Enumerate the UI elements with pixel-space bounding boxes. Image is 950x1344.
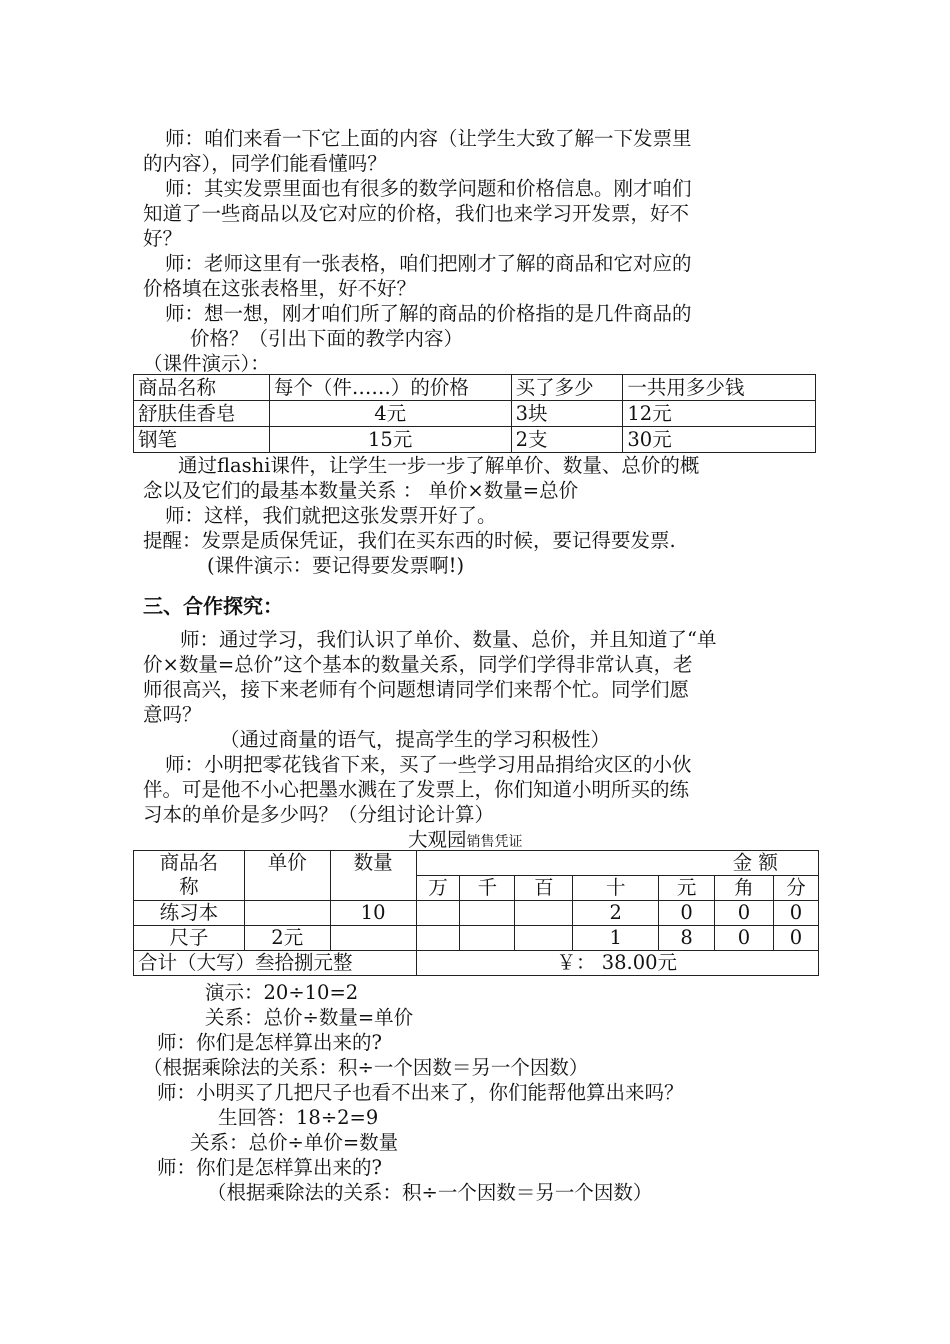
total-in-words: 合计（大写）叁拾捌元整 (134, 951, 417, 976)
receipt-header-name (134, 851, 245, 901)
section-line-6: 师：小明把零花钱省下来，买了一些学习用品捐给灾区的小伙 (165, 753, 692, 776)
receipt-title (408, 824, 523, 852)
table-row (134, 901, 819, 926)
teacher-question-1: 师：你们是怎样算出来的? (157, 1031, 382, 1054)
amount-digit: 0 (773, 901, 818, 926)
amount-digit (460, 901, 515, 926)
table-cell: 30元 (623, 427, 816, 453)
item-qty (330, 926, 416, 951)
table-row (134, 926, 819, 951)
receipt-header-qty: 数量 (330, 851, 416, 901)
amount-digit (515, 926, 573, 951)
amount-digit: 0 (715, 926, 774, 951)
intro-line-2: 的内容），同学们能看懂吗？ (143, 152, 387, 175)
item-qty: 10 (330, 901, 416, 926)
intro-line-3: 师：其实发票里面也有很多的数学问题和价格信息。刚才咱们 (165, 177, 692, 200)
store-name: 大观园 (408, 828, 467, 851)
explanation-line-1: 通过flashi课件，让学生一步一步了解单价、数量、总价的概 (178, 454, 700, 477)
intro-line-4: 知道了一些商品以及它对应的价格，我们也来学习开发票，好不 (143, 202, 690, 225)
section-line-3: 师很高兴，接下来老师有个问题想请同学们来帮个忙。同学们愿 (143, 678, 690, 701)
price-table (133, 374, 816, 453)
relation-line-2: 关系：总价÷单价=数量 (190, 1131, 399, 1154)
section-heading: 三、合作探究： (143, 594, 283, 618)
total-amount: ￥： 38.00元 (416, 951, 818, 976)
amount-digit (416, 926, 460, 951)
unit-header: 分 (773, 876, 818, 901)
intro-line-7: 价格填在这张表格里，好不好？ (143, 277, 417, 300)
table-cell: 4元 (269, 401, 511, 427)
item-price: 2元 (244, 926, 330, 951)
explanation-line-3: 师：这样，我们就把这张发票开好了。 (165, 504, 497, 527)
section-line-5: （通过商量的语气，提高学生的学习积极性） (220, 728, 611, 751)
unit-header: 百 (515, 876, 573, 901)
amount-digit: 0 (715, 901, 774, 926)
explanation-note-2: （根据乘除法的关系：积÷一个因数＝另一个因数） (207, 1181, 653, 1204)
price-table-header-row (134, 375, 816, 401)
unit-header: 千 (460, 876, 515, 901)
section-line-8: 习本的单价是多少吗？（分组讨论计算） (143, 803, 495, 826)
receipt-header-price: 单价 (244, 851, 330, 901)
teacher-question-3: 师：你们是怎样算出来的? (157, 1156, 382, 1179)
intro-line-1: 师：咱们来看一下它上面的内容（让学生大致了解一下发票里 (165, 127, 692, 150)
item-name: 练习本 (134, 901, 245, 926)
table-cell: 2支 (511, 427, 623, 453)
item-name: 尺子 (134, 926, 245, 951)
table-cell: 3块 (511, 401, 623, 427)
intro-line-8: 师：想一想，刚才咱们所了解的商品的价格指的是几件商品的 (165, 302, 692, 325)
amount-digit: 0 (659, 901, 715, 926)
item-price (244, 901, 330, 926)
intro-line-5: 好？ (143, 227, 183, 250)
amount-digit (515, 901, 573, 926)
unit-header: 十 (573, 876, 659, 901)
amount-digit: 1 (573, 926, 659, 951)
intro-line-9: 价格？（引出下面的教学内容） (190, 327, 464, 350)
table-row (134, 427, 816, 453)
receipt-header-row (134, 851, 819, 876)
courseware-demo-label: （课件演示）： (143, 352, 270, 375)
unit-header: 元 (659, 876, 715, 901)
table-row (134, 401, 816, 427)
section-line-4: 意吗？ (143, 703, 202, 726)
reminder-demo-line: (课件演示：要记得要发票啊!) (207, 554, 465, 577)
relation-line-1: 关系：总价÷数量=单价 (205, 1006, 414, 1029)
table-cell: 舒肤佳香皂 (134, 401, 270, 427)
table-cell: 12元 (623, 401, 816, 427)
teacher-question-2: 师：小明买了几把尺子也看不出来了，你们能帮他算出来吗？ (157, 1081, 684, 1104)
amount-digit: 8 (659, 926, 715, 951)
table-cell: 钢笔 (134, 427, 270, 453)
explanation-note-1: （根据乘除法的关系：积÷一个因数＝另一个因数） (143, 1056, 589, 1079)
section-line-7: 伴。可是他不小心把墨水溅在了发票上，你们知道小明所买的练 (143, 778, 690, 801)
unit-header: 角 (715, 876, 774, 901)
amount-digit: 2 (573, 901, 659, 926)
price-table-header: 商品名称 (134, 375, 270, 401)
section-line-2: 价×数量=总价”这个基本的数量关系，同学们学得非常认真，老 (143, 653, 693, 676)
receipt-header-name-line1: 商品名 (159, 851, 219, 874)
price-table-header: 每个（件……）的价格 (269, 375, 511, 401)
student-answer: 生回答：18÷2=9 (218, 1106, 379, 1129)
sales-receipt-table (133, 850, 819, 976)
amount-digit (460, 926, 515, 951)
amount-digit: 0 (773, 926, 818, 951)
explanation-line-2: 念以及它们的最基本数量关系 ： 单价×数量=总价 (143, 479, 579, 502)
receipt-total-row (134, 951, 819, 976)
price-table-header: 买了多少 (511, 375, 623, 401)
table-cell: 15元 (269, 427, 511, 453)
demo-calculation: 演示：20÷10=2 (205, 981, 359, 1004)
price-table-header: 一共用多少钱 (623, 375, 816, 401)
intro-line-6: 师：老师这里有一张表格，咱们把刚才了解的商品和它对应的 (165, 252, 692, 275)
section-line-1: 师：通过学习，我们认识了单价、数量、总价，并且知道了“单 (180, 628, 717, 651)
reminder-line: 提醒：发票是质保凭证，我们在买东西的时候，要记得要发票. (143, 529, 676, 552)
amount-digit (416, 901, 460, 926)
receipt-caption: 销售凭证 (466, 834, 523, 850)
receipt-header-name-line2: 称 (179, 875, 199, 898)
receipt-header-amount: 金 额 (416, 851, 818, 876)
unit-header: 万 (416, 876, 460, 901)
